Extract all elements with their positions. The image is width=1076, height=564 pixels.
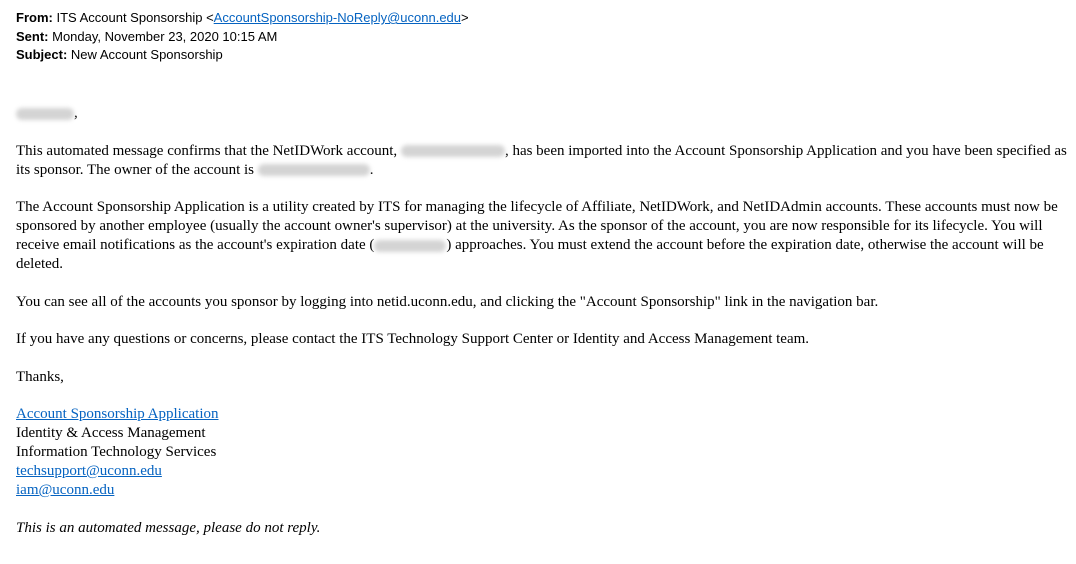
sent-value: Monday, November 23, 2020 10:15 AM	[52, 28, 278, 44]
sent-line	[16, 28, 469, 47]
redacted-expiration-date	[374, 240, 446, 252]
p1-text-a: This automated message confirms that the NetIDWork account,	[16, 142, 398, 159]
from-name: ITS Account Sponsorship	[56, 10, 203, 25]
iam-email-link[interactable]: iam@uconn.edu	[16, 482, 115, 498]
p1-text-c: .	[369, 161, 374, 178]
paragraph-confirmation	[16, 142, 1068, 180]
from-label: From:	[16, 10, 53, 25]
from-line: From: ITS Account Sponsorship <AccountSponsorship-NoReply@uconn.edu>	[16, 10, 469, 25]
paragraph-instructions: You can see all of the accounts you sponsor by logging into netid.uconn.edu, and clicking the "Account Sponsorship" link in the navigation bar.	[16, 293, 879, 310]
sent-label: Sent:	[16, 28, 49, 44]
email-body	[16, 104, 1068, 556]
email-header	[16, 9, 469, 65]
greeting	[16, 104, 1068, 123]
paragraph-description	[16, 198, 1068, 274]
redacted-owner-name	[258, 164, 370, 176]
thanks-line: Thanks,	[16, 368, 64, 385]
techsupport-email-link[interactable]: techsupport@uconn.edu	[16, 463, 162, 479]
subject-value: New Account Sponsorship	[70, 47, 223, 62]
signature-block	[16, 405, 1068, 500]
redacted-account-id	[401, 145, 505, 157]
subject-line	[16, 46, 469, 65]
greeting-comma: ,	[74, 105, 78, 121]
app-link[interactable]: Account Sponsorship Application	[16, 406, 219, 422]
redacted-recipient-name	[16, 108, 74, 120]
signature-department: Identity & Access Management	[16, 425, 206, 441]
automated-note: This is an automated message, please do not reply.	[16, 519, 321, 536]
signature-division: Information Technology Services	[16, 444, 217, 460]
p2-text-b: ) approaches. You must extend the account before the expiration date, otherwise the account will be deleted.	[16, 237, 1044, 272]
subject-label: Subject:	[16, 47, 68, 62]
p1-text-b: , has been imported into the Account Sponsorship Application and you have been specified as its sponsor. The owner of the account is	[16, 142, 1067, 178]
p2-text-a: The Account Sponsorship Application is a utility created by ITS for managing the lifecycle of Affiliate, NetIDWork, and NetIDAdmin accounts. These accounts must now be sponsored by another employee (usually the account owner's supervisor) at the university. As the sponsor of the account, you are now responsible for its lifecycle. You will receive email notifications as the account's expiration date (	[16, 199, 1058, 253]
paragraph-contact: If you have any questions or concerns, please contact the ITS Technology Support Center or Identity and Access Management team.	[16, 331, 810, 347]
from-email-link[interactable]: AccountSponsorship-NoReply@uconn.edu	[213, 10, 462, 25]
